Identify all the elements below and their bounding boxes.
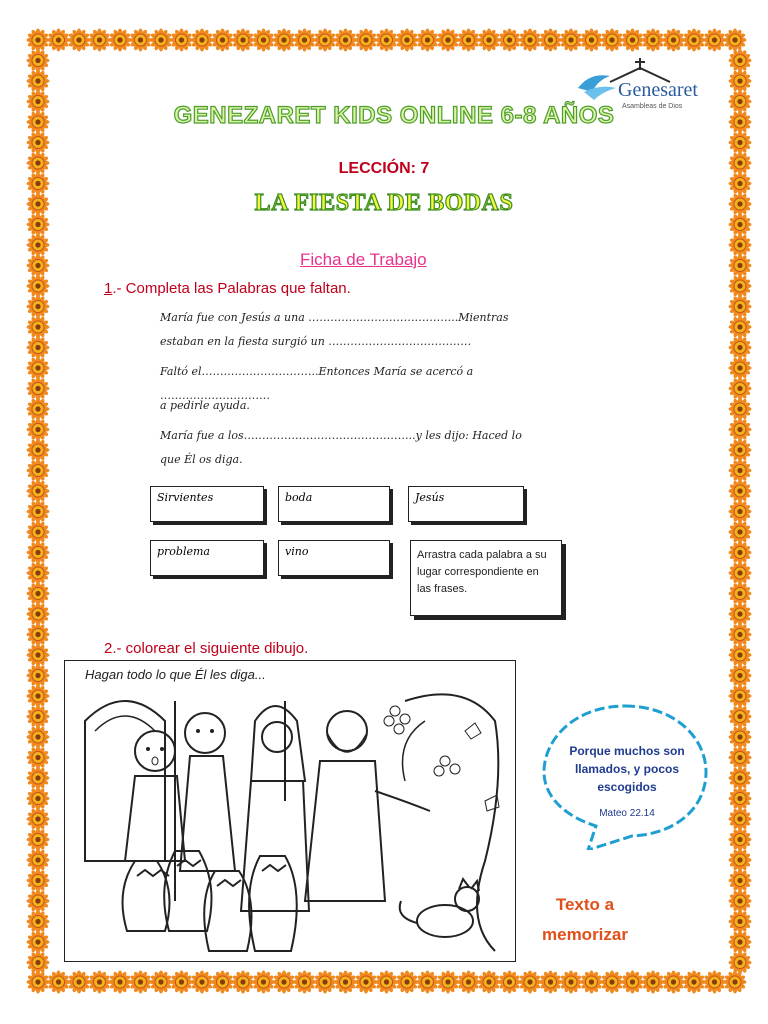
memory-verse-text: Porque muchos son llamados, y pocos escogidos [569,744,685,794]
sun-border-icon [580,29,603,52]
sun-border-icon [27,869,50,892]
sun-border-icon [252,29,275,52]
sun-border-icon [293,29,316,52]
sun-border-icon [519,971,542,994]
sun-border-icon [729,439,752,462]
sun-border-icon [191,971,214,994]
sun-border-icon [27,582,50,605]
sun-border-icon [580,971,603,994]
sun-border-icon [729,418,752,441]
sun-border-icon [642,29,665,52]
sun-border-icon [88,29,111,52]
sun-border-icon [519,29,542,52]
sun-border-icon [729,808,752,831]
sun-border-icon [27,275,50,298]
fill-sentence-2: Faltó el…………………………..Entonces María se acercó a ………………………… [160,365,474,402]
sun-border-icon [27,910,50,933]
sun-border-icon [191,29,214,52]
sun-border-icon [27,439,50,462]
sun-border-icon [396,29,419,52]
sun-border-icon [129,971,152,994]
sun-border-icon [703,29,726,52]
sun-border-icon [27,131,50,154]
sun-border-icon [27,767,50,790]
sun-border-icon [437,971,460,994]
sun-border-icon [27,49,50,72]
sun-border-icon [27,705,50,728]
sun-border-icon [729,664,752,687]
sun-border-icon [375,29,398,52]
sun-border-icon [375,971,398,994]
sun-border-icon [27,70,50,93]
sun-border-icon [27,808,50,831]
sun-border-icon [27,890,50,913]
sun-border-icon [729,275,752,298]
memory-verse-reference: Mateo 22.14 [599,808,655,819]
sun-border-icon [729,521,752,544]
sun-border-icon [27,29,50,52]
logo-text: Genesaret [618,79,698,101]
sun-border-icon [27,726,50,749]
word-card-sirvientes[interactable]: Sirvientes [150,486,264,522]
sun-border-icon [88,971,111,994]
sun-border-icon [334,971,357,994]
sun-border-icon [27,377,50,400]
drawing-caption: Hagan todo lo que Él les diga... [85,667,266,682]
fill-sentence-4: María fue a los………………………………………..y les dijo: Haced lo que Él os diga. [160,429,522,466]
sun-border-icon [729,295,752,318]
sun-border-icon [416,971,439,994]
memorize-label: Texto a memorizar [542,895,628,944]
sun-border-icon [729,131,752,154]
page-title: GENEZARET KIDS ONLINE 6-8 AÑOS [173,102,615,129]
sun-border-icon [729,951,752,974]
sun-border-icon [683,29,706,52]
sun-border-icon [27,787,50,810]
sun-border-icon [27,562,50,585]
sun-border-icon [729,828,752,851]
sun-border-icon [109,971,132,994]
sun-border-icon [621,29,644,52]
sun-border-icon [729,398,752,421]
worksheet-heading: Ficha de Trabajo [300,250,427,269]
sun-border-icon [355,29,378,52]
sun-border-icon [729,500,752,523]
sun-border-icon [27,480,50,503]
sun-border-icon [683,971,706,994]
sun-border-icon [27,828,50,851]
sun-border-icon [68,971,91,994]
sun-border-icon [729,685,752,708]
sun-border-icon [729,746,752,769]
sun-border-icon [729,849,752,872]
sun-border-icon [729,541,752,564]
sun-border-icon [478,29,501,52]
sun-border-icon [27,234,50,257]
sun-border-icon [109,29,132,52]
sun-border-icon [560,971,583,994]
sun-border-icon [457,29,480,52]
sun-border-icon [27,295,50,318]
sun-border-icon [47,29,70,52]
sun-border-icon [293,971,316,994]
section-1-title [104,280,351,297]
sun-border-icon [729,767,752,790]
sun-border-icon [539,29,562,52]
word-card-boda[interactable]: boda [278,486,390,522]
drag-instruction-note: Arrastra cada palabra a su lugar correspondiente en las frases. [410,540,562,616]
sun-border-icon [539,971,562,994]
word-card-problema[interactable]: problema [150,540,264,576]
sun-border-icon [150,29,173,52]
sun-border-icon [729,726,752,749]
sun-border-icon [232,971,255,994]
sun-border-icon [662,29,685,52]
word-card-vino[interactable]: vino [278,540,390,576]
sun-border-icon [27,931,50,954]
sun-border-icon [621,971,644,994]
sun-border-icon [729,377,752,400]
sun-border-icon [729,234,752,257]
sun-border-icon [273,971,296,994]
sun-border-icon [729,623,752,646]
sun-border-icon [211,971,234,994]
fill-sentence-1: María fue con Jesús a una …………………………………..Mientras estaban en la fiesta surgió un ………………………………… [160,311,509,348]
sun-border-icon [729,910,752,933]
sun-border-icon [68,29,91,52]
sun-border-icon [27,623,50,646]
sun-border-icon [729,931,752,954]
sun-border-icon [27,316,50,339]
sun-border-icon [27,664,50,687]
sun-border-icon [150,971,173,994]
sun-border-icon [560,29,583,52]
sun-border-icon [729,316,752,339]
sun-border-icon [729,869,752,892]
sun-border-icon [27,357,50,380]
sun-border-icon [27,500,50,523]
sun-border-icon [724,29,747,52]
logo-subtext: Asambleas de Dios [622,103,683,110]
sun-border-icon [729,254,752,277]
sun-border-icon [729,787,752,810]
sun-border-icon [724,971,747,994]
sun-border-icon [27,644,50,667]
lesson-number: LECCIÓN: 7 [338,160,430,177]
sun-border-icon [232,29,255,52]
sun-border-icon [334,29,357,52]
fill-sentence-3: a pedirle ayuda. [160,399,250,412]
sun-border-icon [729,357,752,380]
sun-border-icon [170,971,193,994]
sun-border-icon [27,398,50,421]
sun-border-icon [211,29,234,52]
sun-border-icon [729,705,752,728]
sun-border-icon [729,644,752,667]
sun-border-icon [27,951,50,974]
sun-border-icon [314,971,337,994]
sun-border-icon [498,29,521,52]
section-2-title: 2.- colorear el siguiente dibujo. [104,640,309,657]
sun-border-icon [703,971,726,994]
sun-border-icon [729,459,752,482]
sun-border-icon [170,29,193,52]
sun-border-icon [27,459,50,482]
section-1-text: .- Completa las Palabras que faltan. [112,280,351,297]
sun-border-icon [478,971,501,994]
sun-border-icon [27,418,50,441]
word-card-jesus[interactable]: Jesús [408,486,524,522]
sun-border-icon [437,29,460,52]
sun-border-icon [273,29,296,52]
sun-border-icon [662,971,685,994]
sun-border-icon [416,29,439,52]
sun-border-icon [47,971,70,994]
sun-border-icon [27,849,50,872]
sun-border-icon [27,254,50,277]
sun-border-icon [729,480,752,503]
sun-border-icon [729,562,752,585]
sun-border-icon [27,603,50,626]
sun-border-icon [601,29,624,52]
sun-border-icon [729,890,752,913]
lesson-subtitle: LA FIESTA DE BODAS [254,190,514,216]
coloring-drawing[interactable] [64,660,516,962]
sun-border-icon [27,521,50,544]
sun-border-icon [129,29,152,52]
sun-border-icon [314,29,337,52]
sun-border-icon [457,971,480,994]
sun-border-icon [729,49,752,72]
sun-border-icon [27,746,50,769]
sun-border-icon [729,603,752,626]
sun-border-icon [498,971,521,994]
sun-border-icon [355,971,378,994]
sun-border-icon [729,582,752,605]
sun-border-icon [27,685,50,708]
sun-border-icon [252,971,275,994]
sun-border-icon [27,541,50,564]
sun-border-icon [729,336,752,359]
sun-border-icon [27,336,50,359]
sun-border-icon [729,70,752,93]
sun-border-icon [642,971,665,994]
section-1-number: 1 [104,280,113,297]
sun-border-icon [396,971,419,994]
sun-border-icon [601,971,624,994]
wedding-scene-illustration [65,661,515,961]
